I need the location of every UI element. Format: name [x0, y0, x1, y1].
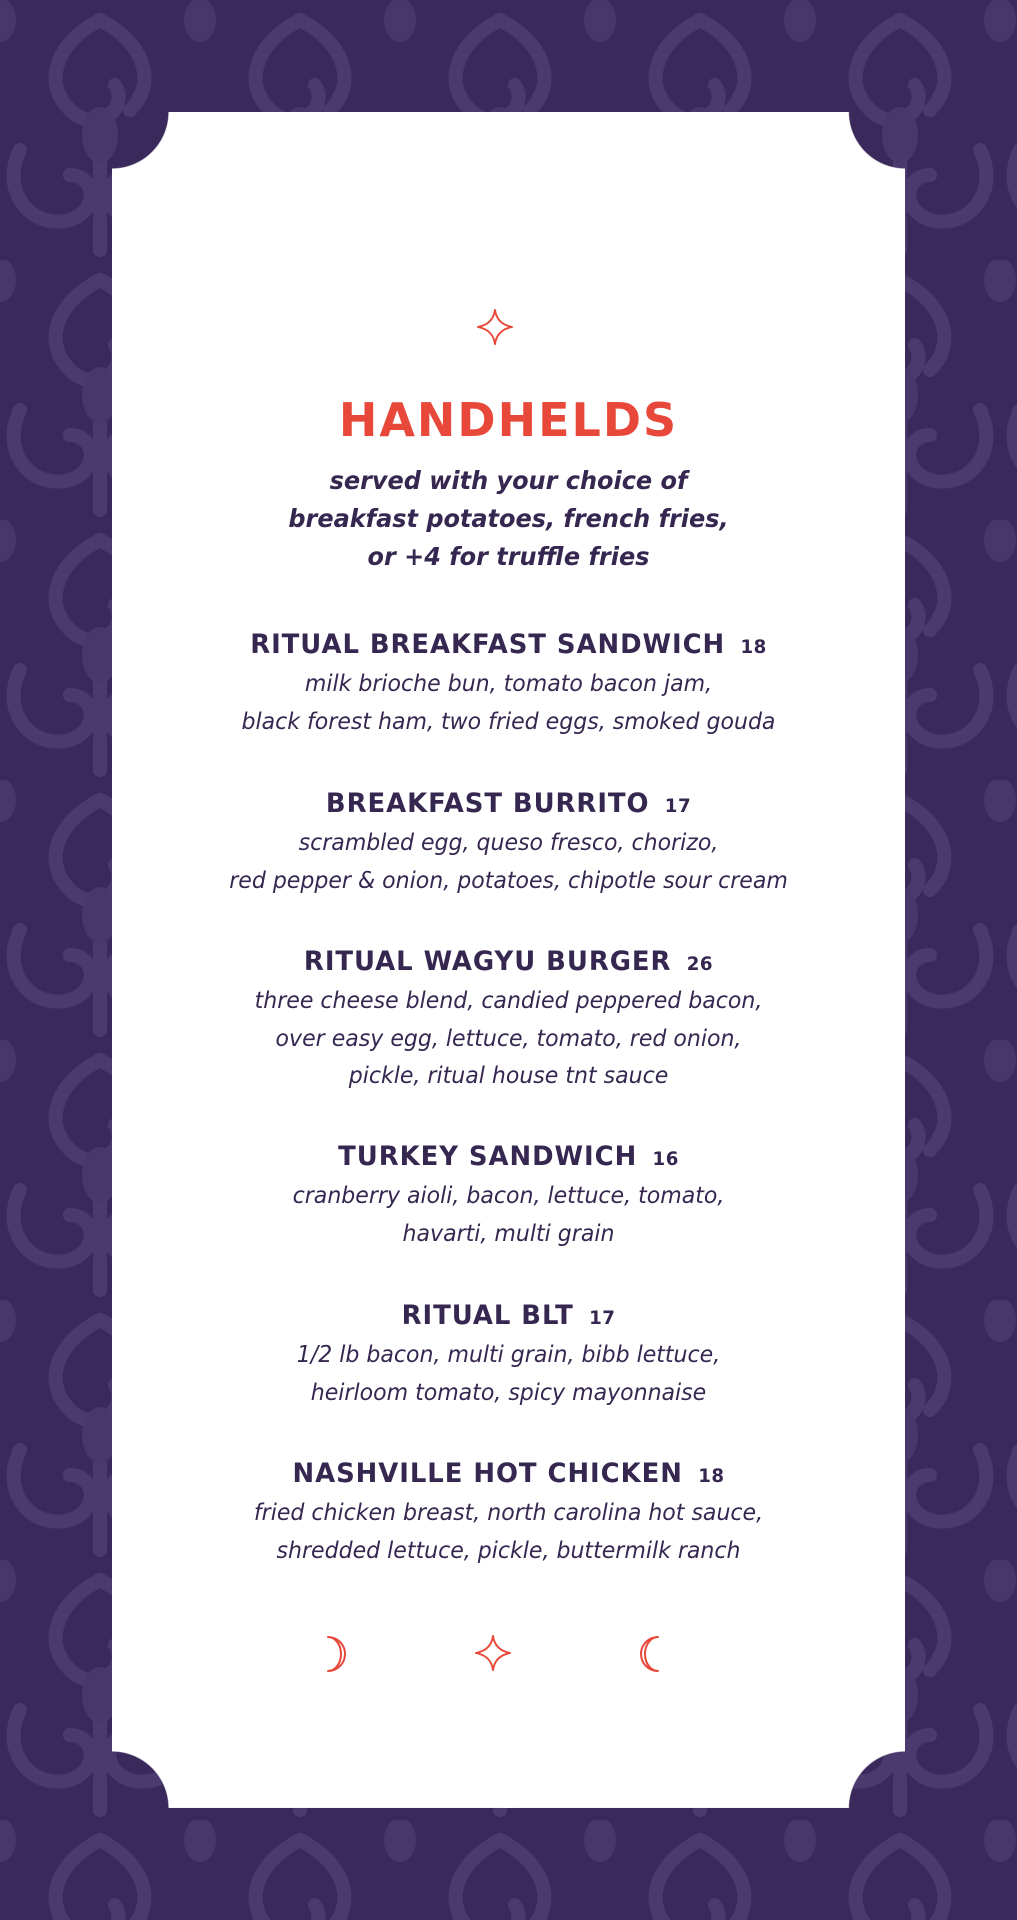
subtitle-line: breakfast potatoes, french fries, — [288, 504, 729, 533]
menu-item-price: 18 — [740, 636, 767, 658]
menu-item-price: 17 — [664, 795, 692, 817]
menu-item — [112, 1455, 905, 1570]
menu-item-description: heirloom tomato, spicy mayonnaise — [310, 1379, 707, 1406]
menu-item-description: cranberry aioli, bacon, lettuce, tomato, — [292, 1183, 725, 1209]
menu-item — [112, 943, 905, 1096]
menu-item — [112, 626, 905, 741]
menu-item-description: three cheese blend, candied peppered bacon, — [254, 988, 763, 1014]
four-point-star-icon — [476, 308, 514, 346]
four-point-star-icon — [474, 1634, 512, 1672]
menu-item-description: scrambled egg, queso fresco, chorizo, — [298, 830, 719, 856]
menu-item-description: pickle, ritual house tnt sauce — [348, 1063, 669, 1089]
menu-item-name: BREAKFAST BURRITO — [325, 788, 650, 819]
menu-item-header — [129, 1297, 889, 1337]
menu-item-header — [129, 1455, 889, 1495]
menu-item-header — [129, 785, 889, 825]
menu-item-description: 1/2 lb bacon, multi grain, bibb lettuce, — [296, 1342, 721, 1368]
menu-item-header — [129, 1138, 889, 1178]
menu-item-name: TURKEY SANDWICH — [338, 1141, 638, 1172]
menu-item-name: NASHVILLE HOT CHICKEN — [292, 1458, 683, 1489]
subtitle-line: or +4 for truffle fries — [367, 542, 650, 571]
menu-item-description: black forest ham, two fried eggs, smoked gouda — [241, 708, 776, 735]
menu-item-price: 18 — [698, 1465, 725, 1487]
menu-item-name: RITUAL WAGYU BURGER — [303, 946, 672, 977]
menu-item-description: shredded lettuce, pickle, buttermilk ranch — [276, 1537, 741, 1564]
bottom-ornaments — [112, 1632, 905, 1692]
menu-item — [112, 1297, 905, 1412]
menu-item-header — [129, 626, 889, 666]
menu-item-header — [129, 943, 889, 983]
menu-item-price: 26 — [686, 953, 714, 975]
section-subtitle — [112, 462, 905, 576]
section-title: HANDHELDS — [338, 393, 679, 447]
waxing-crescent-moon-icon — [320, 1634, 354, 1674]
menu-item-description: havarti, multi grain — [402, 1220, 615, 1247]
subtitle-line: served with your choice of — [329, 466, 688, 495]
menu-item-description: milk brioche bun, tomato bacon jam, — [304, 671, 713, 697]
menu-item-description: red pepper & onion, potatoes, chipotle sour cream — [229, 867, 788, 894]
menu-item-price: 16 — [652, 1148, 679, 1170]
menu-item — [112, 1138, 905, 1253]
menu-item — [112, 785, 905, 900]
menu-item-name: RITUAL BLT — [401, 1300, 574, 1331]
waning-crescent-moon-icon — [632, 1634, 666, 1674]
menu-item-price: 17 — [589, 1307, 616, 1329]
menu-item-description: over easy egg, lettuce, tomato, red onion, — [275, 1025, 742, 1052]
menu-item-description: fried chicken breast, north carolina hot sauce, — [253, 1500, 764, 1526]
menu-item-name: RITUAL BREAKFAST SANDWICH — [250, 629, 726, 660]
